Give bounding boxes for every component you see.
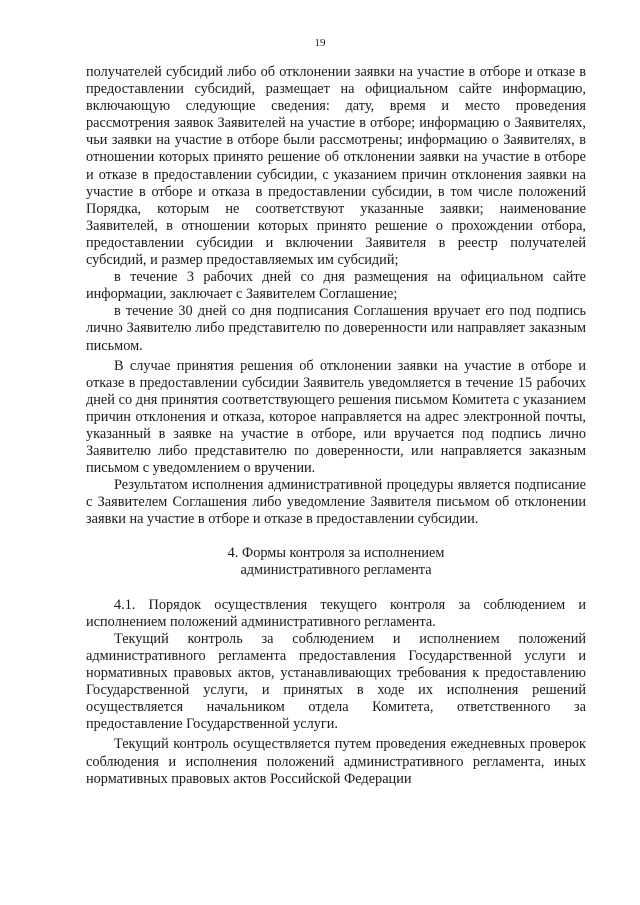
paragraph: Текущий контроль за соблюдением и исполнением положений административного регламента предоставления Государственной услуги и нормативных правовых актов, устанавливающих требования к предоставлению Государственной услуги, и принятых в ходе их исполнения решений осуществляется начальником отдела Комитета, ответственного за предоставление Государственной услуги. [86,630,586,733]
paragraph: В случае принятия решения об отклонении заявки на участие в отборе и отказе в предоставлении субсидии Заявитель уведомляется в течение 15 рабочих дней со дня принятия соответствующего решения письмом Комитета с указанием причин отклонения и отказа, которое направляется на адрес электронной почты, указанный в заявке на участие в отборе, или вручается под подпись лично Заявителю либо представителю по доверенности, или направляется заказным письмом с уведомлением о вручении. [86,357,586,477]
paragraph: в течение 30 дней со дня подписания Соглашения вручает его под подпись лично Заявителю либо представителю по доверенности или направляет заказным письмом. [86,303,586,354]
paragraph: Текущий контроль осуществляется путем проведения ежедневных проверок соблюдения и исполнения положений административного регламента, иных нормативных правовых актов Российской Федерации [86,736,586,787]
section-heading-line: 4. Формы контроля за исполнением [227,544,445,561]
section-heading [86,545,586,579]
section-heading-line: административного регламента [240,561,432,578]
paragraph: 4.1. Порядок осуществления текущего контроля за соблюдением и исполнением положений административного регламента. [86,596,586,630]
page-number: 19 [314,37,326,49]
paragraph: в течение 3 рабочих дней со дня размещения на официальном сайте информации, заключает с Заявителем Соглашение; [86,269,586,303]
document-body [86,64,586,788]
paragraph: получателей субсидий либо об отклонении заявки на участие в отборе и отказе в предоставлении субсидий, размещает на официальном сайте информацию, включающую следующие сведения: дату, время и место проведения рассмотрения заявок Заявителей на участие в отборе; информацию о Заявителях, чьи заявки на участие в отборе были рассмотрены; информацию о Заявителях, в отношении которых принято решение об отклонении заявки на участие в отборе и отказе в предоставлении субсидии, с указанием причин отклонения заявки на участие в отборе и отказа в предоставлении субсидии, в том числе положений Порядка, которым не соответствуют указанные заявки; наименование Заявителей, в отношении которых принято решение о прохождении отбора, предоставлении субсидии и включении Заявителя в реестр получателей субсидий, и размер предоставляемых им субсидий; [86,64,586,269]
paragraph: Результатом исполнения административной процедуры является подписание с Заявителем Соглашения либо уведомление Заявителя письмом об отклонении заявки на участие в отборе и отказе в предоставлении субсидии. [86,477,586,528]
